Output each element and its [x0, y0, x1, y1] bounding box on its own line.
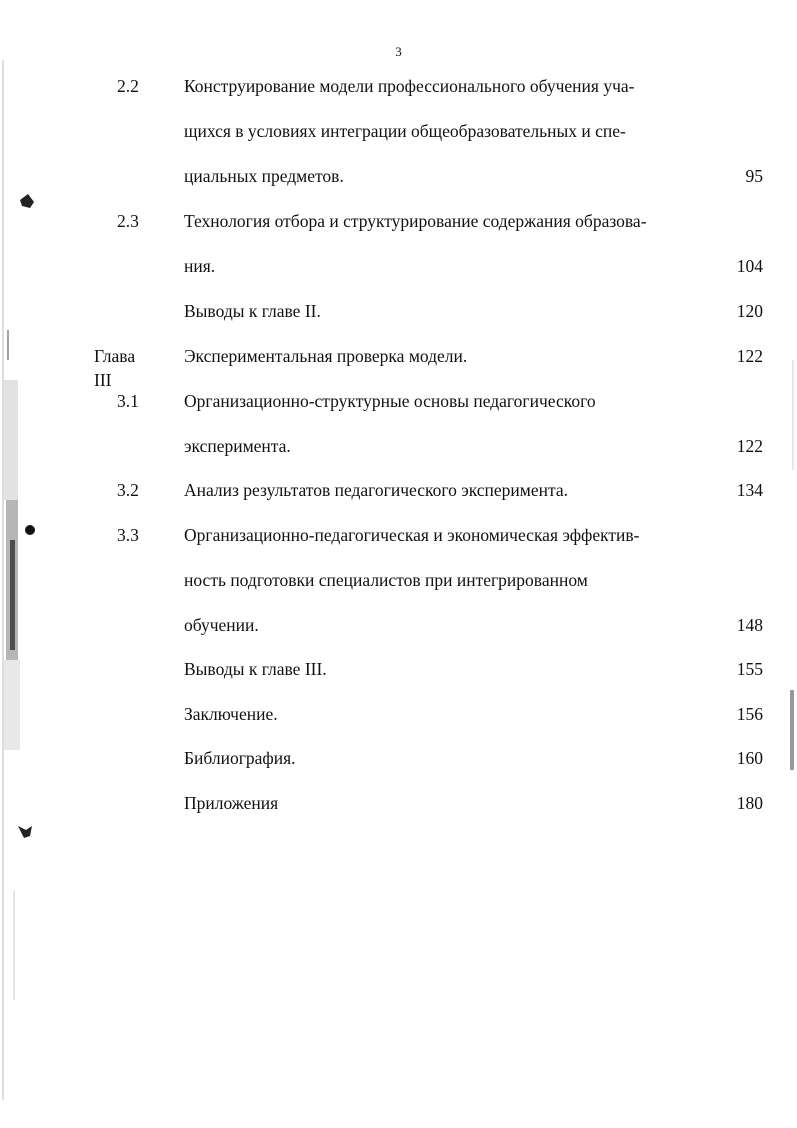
toc-entry-page: 160: [736, 748, 763, 768]
toc-entry-text: Анализ результатов педагогического эксперимента.: [184, 480, 569, 500]
toc-entry-text: Библиография.: [184, 748, 296, 768]
toc-entry-page: 156: [736, 704, 763, 724]
toc-entry-page: 148: [736, 615, 763, 635]
toc-entry-text: Технология отбора и структурирование содержания образова-: [184, 211, 647, 231]
toc-entry-text: циальных предметов.: [184, 166, 344, 186]
toc-entry-text: Экспериментальная проверка модели.: [184, 346, 468, 366]
toc-entry-page: 155: [736, 659, 763, 679]
toc-entry-number: 3.1: [117, 391, 139, 411]
toc-entry-number: 3.2: [117, 480, 139, 500]
toc-entry-number: 3.3: [117, 525, 139, 545]
toc-entry-text: Организационно-педагогическая и экономическая эффектив-: [184, 525, 640, 545]
toc-entry-text: Заключение.: [184, 704, 278, 724]
toc-entry-page: 134: [736, 480, 763, 500]
toc-entry-text: Выводы к главе III.: [184, 659, 327, 679]
toc-entry-page: 122: [736, 436, 763, 456]
toc-entry-page: 95: [745, 166, 763, 186]
toc-entry-text: Организационно-структурные основы педагогического: [184, 391, 596, 411]
toc-entry-text: щихся в условиях интеграции общеобразовательных и спе-: [184, 121, 626, 141]
toc-entry-text: Конструирование модели профессионального обучения уча-: [184, 76, 635, 96]
toc-entry-page: 122: [736, 346, 763, 366]
toc-entry-page: 120: [736, 301, 763, 321]
toc-entry-text: эксперимента.: [184, 436, 291, 456]
scan-artifact-right: [787, 0, 797, 1128]
toc-entry-text: Выводы к главе II.: [184, 301, 321, 321]
scan-artifact-left: [0, 0, 40, 1128]
toc-entry-page: 180: [736, 793, 763, 813]
toc-entry-text: ность подготовки специалистов при интегрированном: [184, 570, 588, 590]
toc-entry-page: 104: [736, 256, 763, 276]
page-number: 3: [395, 44, 402, 59]
toc-entry-number: 2.2: [117, 76, 139, 96]
toc-entry-text: обучении.: [184, 615, 259, 635]
toc-entry-number: 2.3: [117, 211, 139, 231]
toc-entry-text: ния.: [184, 256, 216, 276]
toc-entry-text: Приложения: [184, 793, 279, 813]
toc-entry-number: Глава III: [94, 346, 136, 390]
